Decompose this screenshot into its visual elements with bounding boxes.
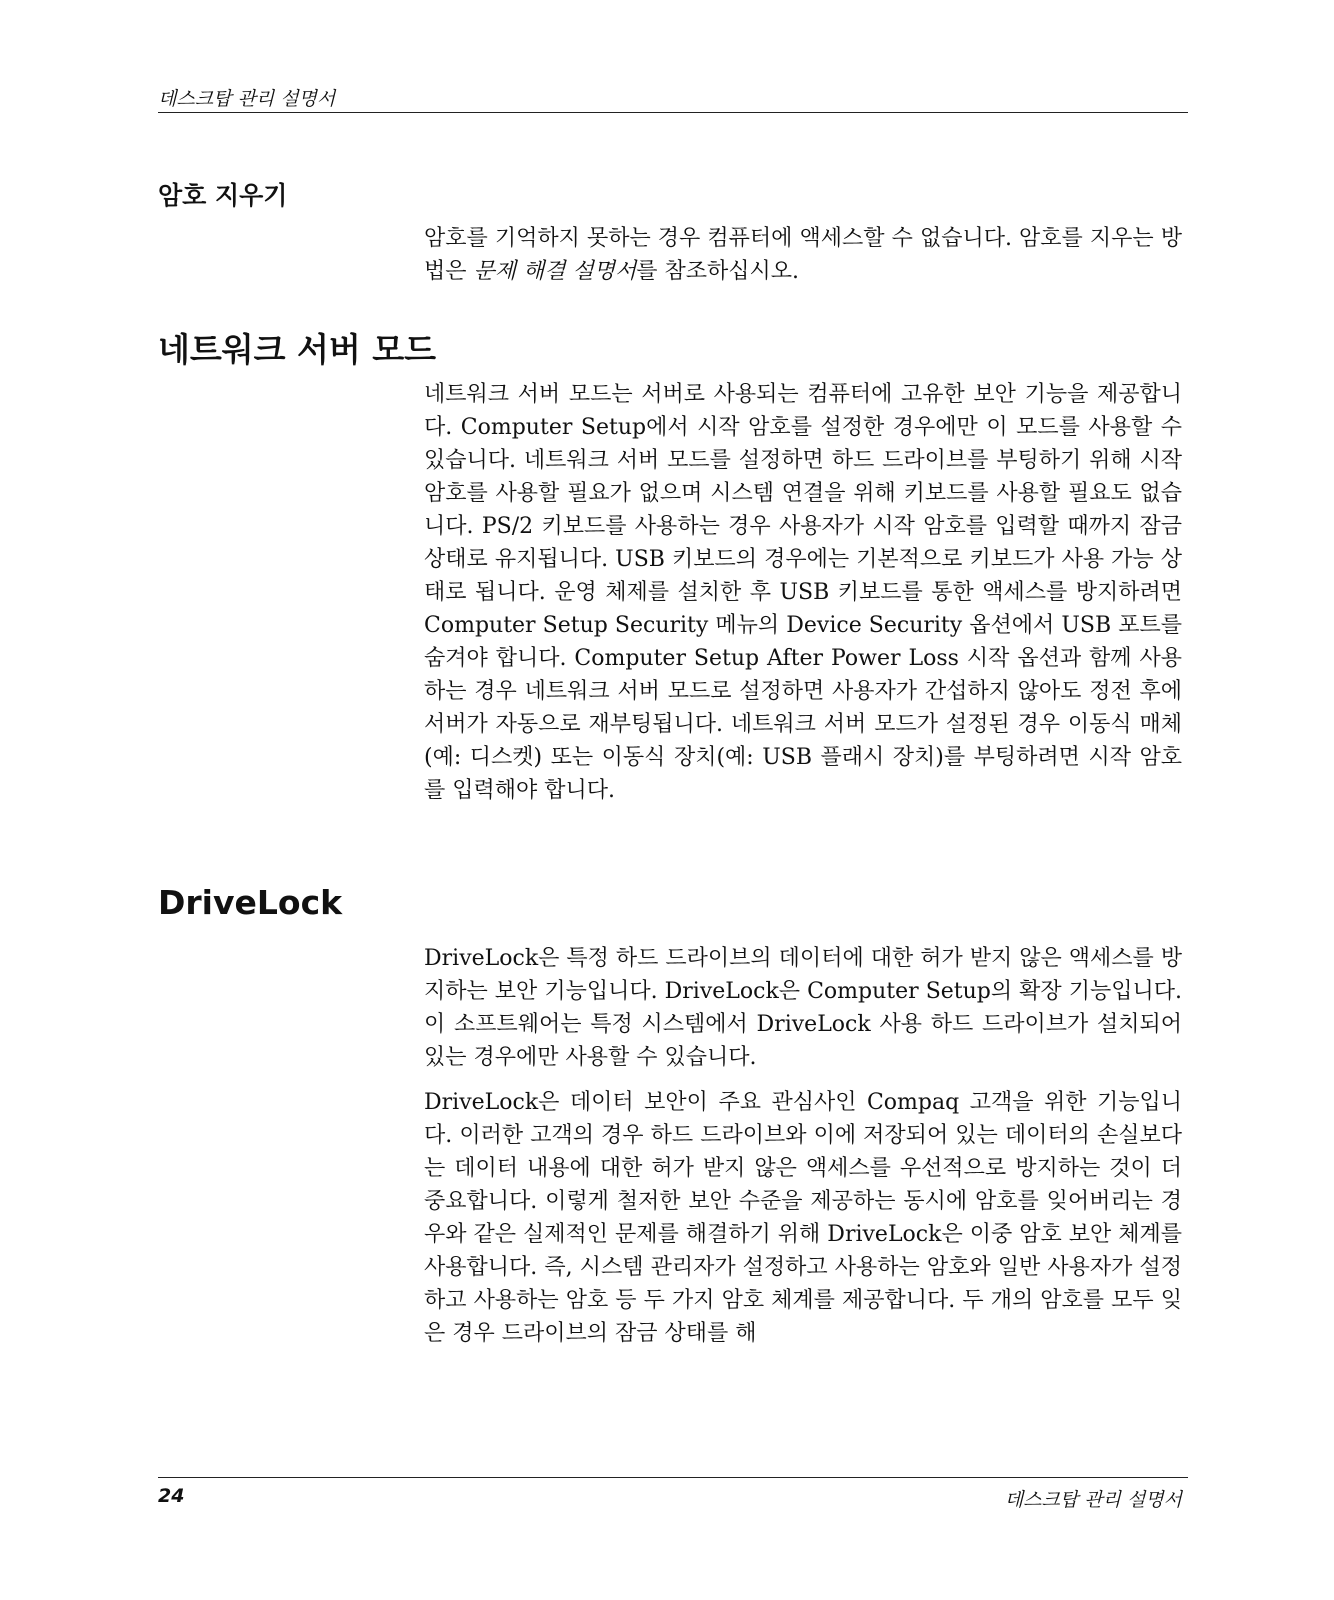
footer-title: 데스크탑 관리 설명서 bbox=[1004, 1489, 1182, 1511]
network-server-paragraph: 네트워크 서버 모드는 서버로 사용되는 컴퓨터에 고유한 보안 기능을 제공합니다. Computer Setup에서 시작 암호를 설정한 경우에만 이 모드를 사용할 수 있습니다. 네트워크 서버 모드를 설정하면 하드 드라이브를 부팅하기 위해 시작 암호를 사용할 필요가 없으며 시스템 연결을 위해 키보드를 사용할 필요도 없습니다. PS/2 키보드를 사용하는 경우 사용자가 시작 암호를 입력할 때까지 잠금 상태로 유지됩니다. USB 키보드의 경우에는 기본적으로 키보드가 사용 가능 상태로 됩니다. 운영 체제를 설치한 후 USB 키보드를 통한 액세스를 방지하려면 Computer Setup Security 메뉴의 Device Security 옵션에서 USB 포트를 숨겨야 합니다. Computer Setup After Power Loss 시작 옵션과 함께 사용하는 경우 네트워크 서버 모드로 설정하면 사용자가 간섭하지 않아도 정전 후에 서버가 자동으로 재부팅됩니다. 네트워크 서버 모드가 설정된 경우 이동식 매체(예: 디스켓) 또는 이동식 장치(예: USB 플래시 장치)를 부팅하려면 시작 암호를 입력해야 합니다. bbox=[424, 382, 1182, 803]
header-rule bbox=[158, 112, 1188, 113]
drivelock-paragraph-2: DriveLock은 데이터 보안이 주요 관심사인 Compaq 고객을 위한 기능입니다. 이러한 고객의 경우 하드 드라이브와 이에 저장되어 있는 데이터의 손실보다는 데이터 내용에 대한 허가 받지 않은 액세스를 우선적으로 방지하는 것이 더 중요합니다. 이렇게 철저한 보안 수준을 제공하는 동시에 암호를 잊어버리는 경우와 같은 실제적인 문제를 해결하기 위해 DriveLock은 이중 암호 보안 체계를 사용합니다. 즉, 시스템 관리자가 설정하고 사용하는 암호와 일반 사용자가 설정하고 사용하는 암호 등 두 가지 암호 체계를 제공합니다. 두 개의 암호를 모두 잊은 경우 드라이브의 잠금 상태를 해 bbox=[424, 1090, 1182, 1346]
password-clear-body bbox=[424, 222, 1182, 288]
heading-password-clear: 암호 지우기 bbox=[158, 181, 288, 210]
password-clear-paragraph bbox=[424, 222, 1182, 288]
page-number: 24 bbox=[158, 1485, 185, 1507]
drivelock-body bbox=[424, 942, 1182, 1350]
heading-network-server-mode: 네트워크 서버 모드 bbox=[158, 330, 437, 369]
password-clear-text-after: 를 참조하십시오. bbox=[636, 259, 800, 284]
footer-rule bbox=[158, 1477, 1188, 1478]
password-clear-text-before: 암호를 기억하지 못하는 경우 컴퓨터에 액세스할 수 없습니다. 암호를 지우는 방법은 bbox=[424, 226, 1182, 284]
troubleshooting-guide-title: 문제 해결 설명서 bbox=[473, 259, 637, 284]
running-header: 데스크탑 관리 설명서 bbox=[158, 88, 336, 110]
drivelock-paragraph-1: DriveLock은 특정 하드 드라이브의 데이터에 대한 허가 받지 않은 액세스를 방지하는 보안 기능입니다. DriveLock은 Computer Setup의 확장 기능입니다. 이 소프트웨어는 특정 시스템에서 DriveLock 사용 하드 드라이브가 설치되어 있는 경우에만 사용할 수 있습니다. bbox=[424, 946, 1182, 1070]
network-server-body bbox=[424, 378, 1182, 807]
heading-drivelock: DriveLock bbox=[158, 883, 343, 922]
